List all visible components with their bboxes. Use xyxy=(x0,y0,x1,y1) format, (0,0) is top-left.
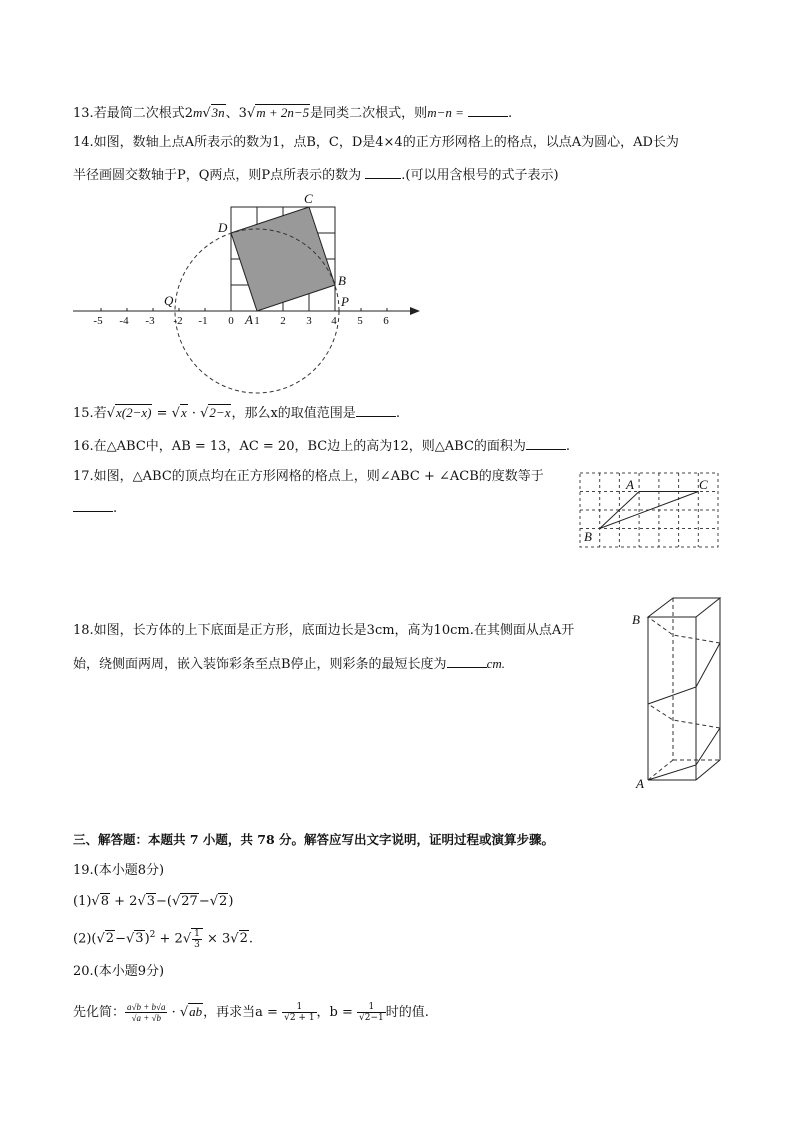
question-17-blank: . xyxy=(73,498,117,518)
label-b: B xyxy=(584,529,592,544)
question-20-title: 20.(本小题9分) xyxy=(73,964,165,979)
label-c: C xyxy=(699,477,708,492)
tick-label: 1 xyxy=(254,315,260,327)
tick-label: 4 xyxy=(331,315,337,327)
tick-label: 5 xyxy=(357,315,363,327)
dashed-circle xyxy=(175,229,339,393)
point-label-c: C xyxy=(304,191,313,206)
axis-arrow xyxy=(410,307,420,315)
question-13: 13.若最简二次根式2m√3n、3√m + 2n−5是同类二次根式，则m−n = . xyxy=(73,105,513,121)
point-label-d: D xyxy=(218,220,228,235)
answer-blank xyxy=(526,436,566,450)
question-20-body: 先化简： $\frac{a√b + b√a}{√a + √b}$ · √ab，再求当a = $\frac{1}{√2 + 1}$ ，b = $\frac{1}{√2-1}$ 时的值. xyxy=(73,1002,429,1023)
tick-label: -2 xyxy=(173,315,183,327)
grid-4x4 xyxy=(231,207,335,311)
answer-blank xyxy=(447,654,487,668)
point-label-p: P xyxy=(341,294,349,309)
triangle-abc xyxy=(600,492,699,529)
label-a: A xyxy=(626,477,634,492)
answer-blank xyxy=(73,498,113,512)
question-16: 16.在△ABC中，AB = 13，AC = 20，BC边上的高为12，则△ABC的面积为 . xyxy=(73,436,570,456)
answer-blank xyxy=(356,403,396,417)
question-14-line1: 14.如图，数轴上点A所表示的数为1，点B，C，D是4×4的正方形网格上的格点，以点A为圆心，AD长为 xyxy=(73,135,679,150)
tick-label: 6 xyxy=(383,315,389,327)
question-19-part1: (1)√8 + 2√3−(√27−√2) xyxy=(73,894,234,909)
tick-label: 2 xyxy=(280,315,286,327)
tick-label: -3 xyxy=(145,315,155,327)
question-15: 15.若√x(2−x) = √x · √2−x，那么x的取值范围是 . xyxy=(73,405,400,421)
question-18-line1: 18.如图，长方体的上下底面是正方形，底面边长是3cm，高为10cm.在其侧面从点A开 xyxy=(73,623,575,638)
answer-blank xyxy=(365,165,401,179)
tick-label: 0 xyxy=(228,315,234,327)
tick-label: 3 xyxy=(306,315,312,327)
point-label-b: B xyxy=(338,273,346,288)
answer-blank xyxy=(468,103,508,117)
label-a: A xyxy=(636,776,644,791)
point-label-a: A xyxy=(245,312,253,327)
question-19-part2: $(2)(√2-√3)^2 + 2√$ $\frac{1}{3}$ × 3√2. xyxy=(73,928,253,950)
question-19-title: 19.(本小题8分) xyxy=(73,863,165,878)
shaded-square xyxy=(231,207,335,311)
point-label-q: Q xyxy=(164,293,174,308)
question-14-line2: 半径画圆交数轴于P，Q两点，则P点所表示的数为 .(可以用含根号的式子表示) xyxy=(73,165,559,185)
tick-label: -5 xyxy=(93,315,103,327)
question-17: 17.如图，△ABC的顶点均在正方形网格的格点上，则∠ABC + ∠ACB的度数等于 xyxy=(73,469,544,484)
label-b: B xyxy=(632,612,640,627)
section-3-title: 三、解答题：本题共 7 小题，共 78 分。解答应写出文字说明，证明过程或演算步骤。 xyxy=(73,832,555,847)
question-18-line2-text: 始，绕侧面两周，嵌入装饰彩条至点B停止，则彩条的最短长度为 cm. xyxy=(73,656,505,672)
tick-label: -4 xyxy=(119,315,129,327)
tick-label: -1 xyxy=(198,315,208,327)
